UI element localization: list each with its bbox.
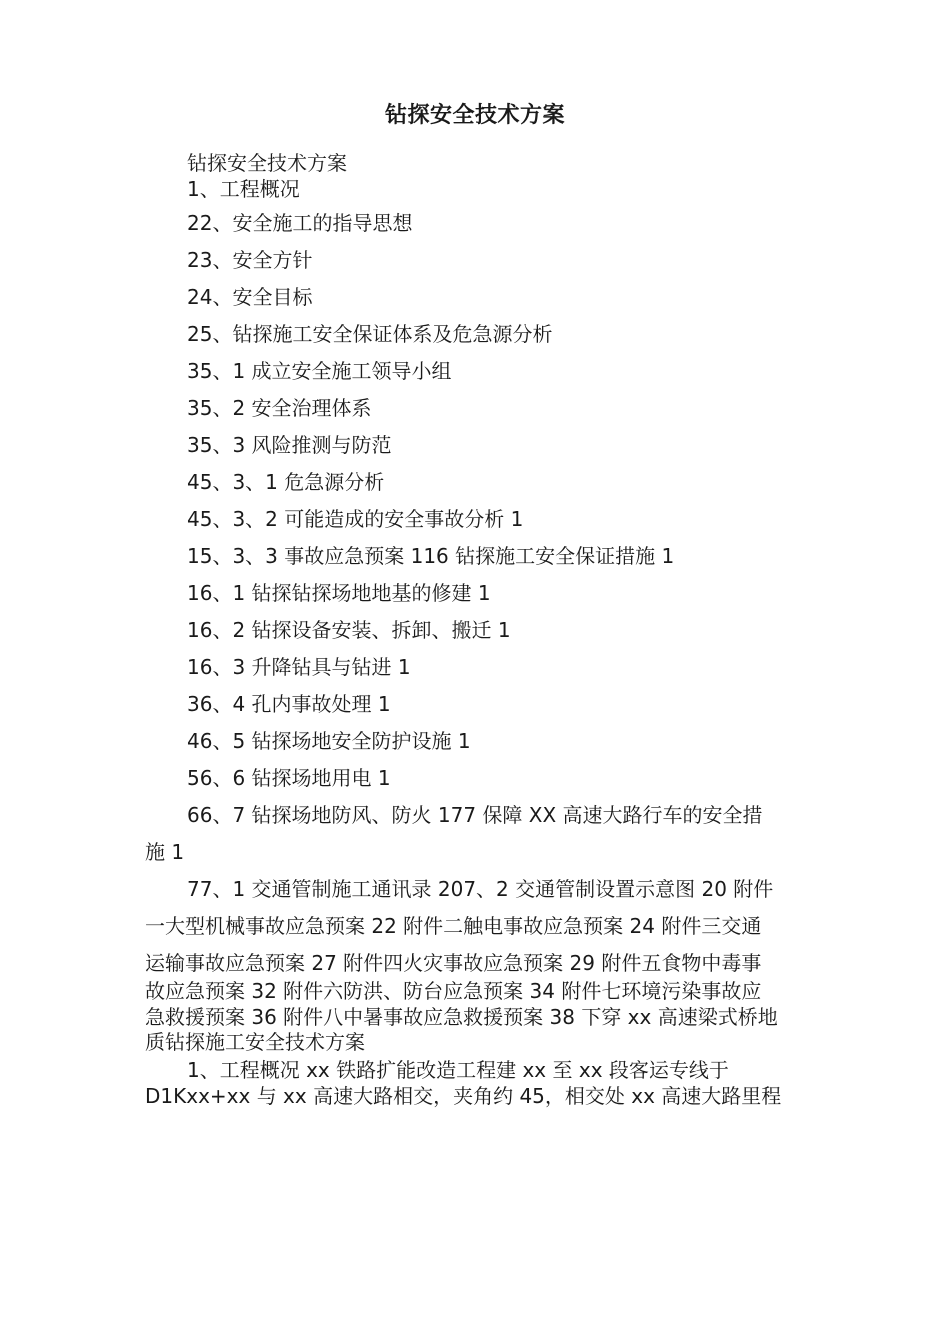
paragraph-line: 66、7 钻探场地防风、防火 177 保障 XX 高速大路行车的安全措 — [187, 803, 763, 827]
toc-item: 25、钻探施工安全保证体系及危急源分析 — [187, 322, 553, 346]
paragraph-line: 故应急预案 32 附件六防洪、防台应急预案 34 附件七环境污染事故应 — [145, 979, 762, 1003]
toc-heading: 钻探安全技术方案 — [187, 151, 347, 175]
toc-item: 15、3、3 事故应急预案 116 钻探施工安全保证措施 1 — [187, 544, 675, 568]
document-title: 钻探安全技术方案 — [384, 103, 565, 128]
toc-item: 23、安全方针 — [187, 248, 313, 272]
toc-item: 16、1 钻探钻探场地地基的修建 1 — [187, 581, 491, 605]
toc-item: 16、2 钻探设备安装、拆卸、搬迁 1 — [187, 618, 511, 642]
paragraph-line: D1Kxx+xx 与 xx 高速大路相交，夹角约 45，相交处 xx 高速大路里程 — [145, 1084, 782, 1108]
paragraph-line: 1、工程概况 xx 铁路扩能改造工程建 xx 至 xx 段客运专线于 — [187, 1058, 729, 1082]
paragraph-line: 急救援预案 36 附件八中暑事故应急救援预案 38 下穿 xx 高速梁式桥地 — [145, 1005, 778, 1029]
paragraph-line: 施 1 — [145, 840, 185, 864]
paragraph-line: 一大型机械事故应急预案 22 附件二触电事故应急预案 24 附件三交通 — [145, 914, 762, 938]
toc-item: 36、4 孔内事故处理 1 — [187, 692, 391, 716]
toc-item: 24、安全目标 — [187, 285, 313, 309]
paragraph-line: 运输事故应急预案 27 附件四火灾事故应急预案 29 附件五食物中毒事 — [145, 951, 762, 975]
toc-item: 45、3、2 可能造成的安全事故分析 1 — [187, 507, 524, 531]
toc-item: 35、1 成立安全施工领导小组 — [187, 359, 452, 383]
toc-item: 16、3 升降钻具与钻进 1 — [187, 655, 411, 679]
toc-item: 22、安全施工的指导思想 — [187, 211, 413, 235]
toc-item: 35、3 风险推测与防范 — [187, 433, 392, 457]
toc-item: 45、3、1 危急源分析 — [187, 470, 385, 494]
toc-item: 1、工程概况 — [187, 177, 300, 201]
paragraph-line: 77、1 交通管制施工通讯录 207、2 交通管制设置示意图 20 附件 — [187, 877, 774, 901]
toc-item: 46、5 钻探场地安全防护设施 1 — [187, 729, 471, 753]
toc-item: 56、6 钻探场地用电 1 — [187, 766, 391, 790]
toc-item: 35、2 安全治理体系 — [187, 396, 372, 420]
paragraph-line: 质钻探施工安全技术方案 — [145, 1030, 365, 1054]
